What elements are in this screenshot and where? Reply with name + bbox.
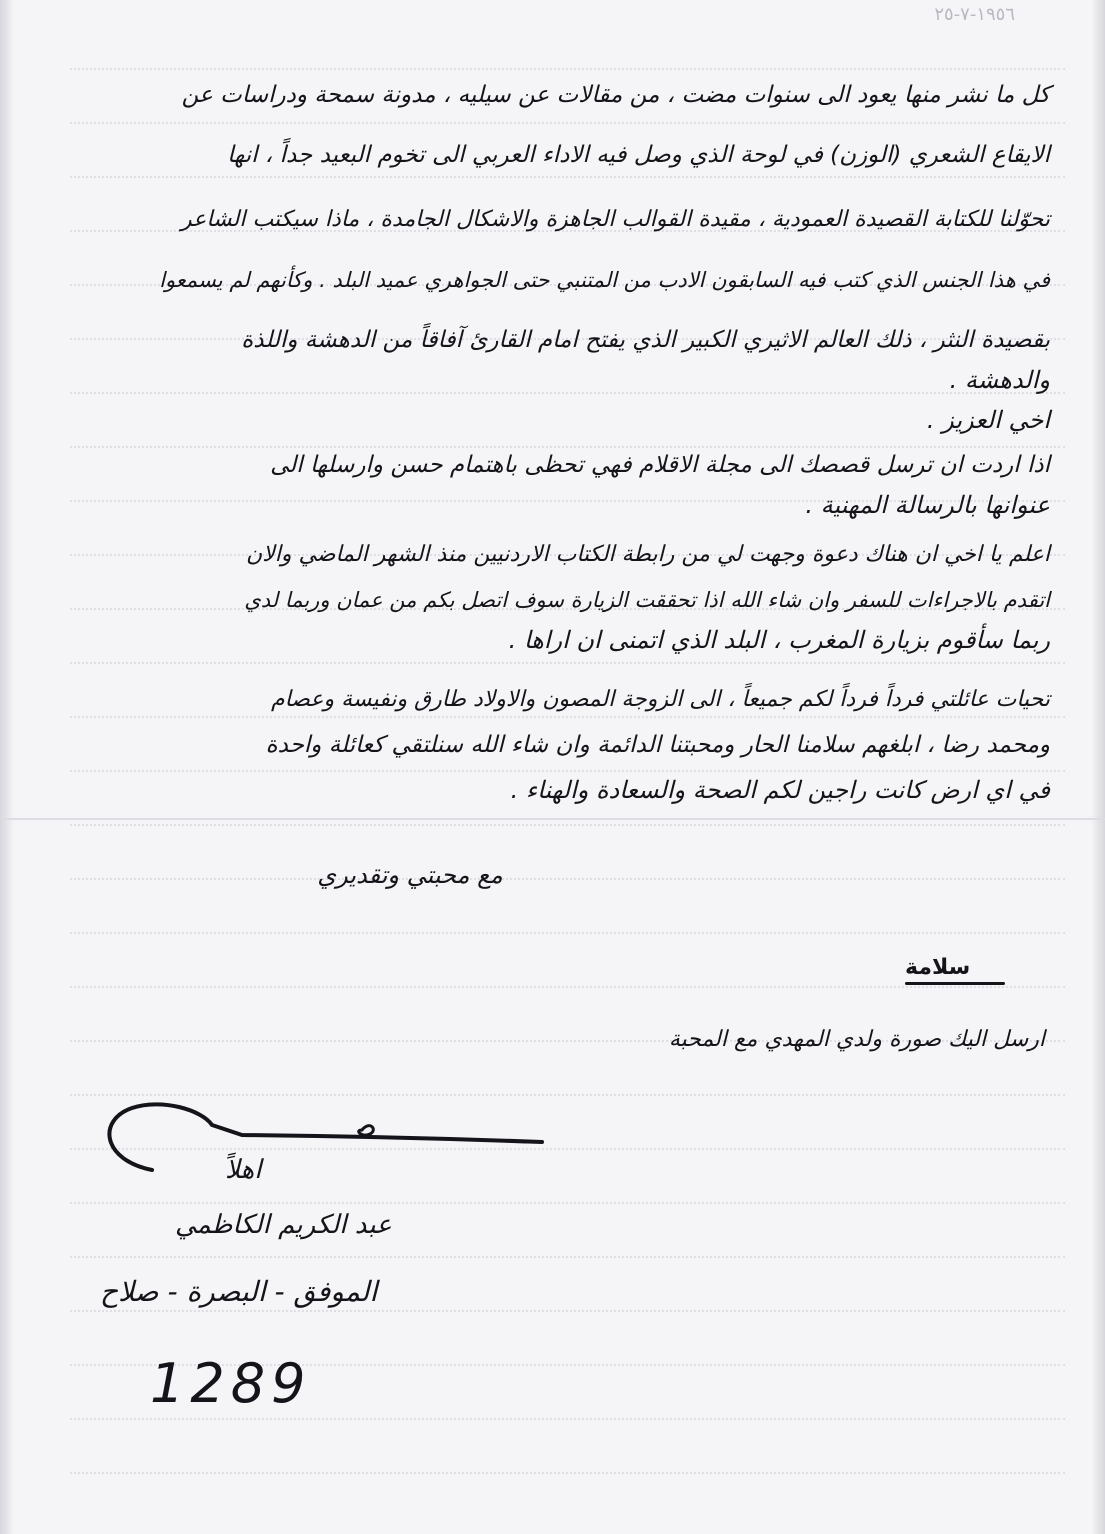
paper-fold-line: [0, 818, 1105, 820]
body-line: والدهشة .: [949, 366, 1050, 394]
page-edge-shadow: [1091, 0, 1105, 1534]
body-line: تحوّلنا للكتابة القصيدة العمودية ، مقيدة القوالب الجاهزة والاشكال الجامدة ، ماذا سيكتب الشاعر: [181, 207, 1050, 232]
body-line: ربما سأقوم بزيارة المغرب ، البلد الذي اتمنى ان اراها .: [508, 626, 1050, 654]
body-line: الايقاع الشعري (الوزن) في لوحة الذي وصل فيه الاداء العربي الى تخوم البعيد جداً ، انها: [227, 142, 1050, 168]
body-line: اعلم يا اخي ان هناك دعوة وجهت لي من رابطة الكتاب الاردنيين منذ الشهر الماضي والان: [246, 542, 1050, 567]
page-edge-shadow: [0, 0, 14, 1534]
sender-greeting: اهلاً: [225, 1155, 262, 1185]
sender-name: عبد الكريم الكاظمي: [175, 1210, 392, 1240]
body-line: ومحمد رضا ، ابلغهم سلامنا الحار ومحبتنا الدائمة وان شاء الله سنلتقي كعائلة واحدة: [265, 732, 1050, 758]
closing-underline: [905, 982, 1005, 985]
signature-mark: [92, 1090, 552, 1180]
body-line: في اي ارض كانت راجين لكم الصحة والسعادة والهناء .: [510, 776, 1050, 804]
reference-number: 1289: [150, 1352, 312, 1415]
postscript: ارسل اليك صورة ولدي المهدي مع المحبة: [668, 1027, 1045, 1052]
body-line: اتقدم بالاجراءات للسفر وان شاء الله اذا تحققت الزيارة سوف اتصل بكم من عمان وربما لدي: [244, 588, 1050, 612]
body-line: عنوانها بالرسالة المهنية .: [805, 491, 1050, 519]
body-line: اذا اردت ان ترسل قصصك الى مجلة الاقلام فهي تحظى باهتمام حسن وارسلها الى: [270, 452, 1050, 478]
sender-address: الموفق - البصرة - صلاح: [100, 1275, 378, 1308]
closing-signoff: سلامة: [905, 955, 971, 980]
body-line: كل ما نشر منها يعود الى سنوات مضت ، من مقالات عن سيليه ، مدونة سمحة ودراسات عن: [181, 82, 1050, 108]
body-line: في هذا الجنس الذي كتب فيه السابقون الادب من المتنبي حتى الجواهري عميد البلد . وكأنهم لم يسمعوا: [159, 268, 1050, 292]
date-header: ١٩٥٦-٧-٢٥: [934, 4, 1015, 25]
body-line: مع محبتي وتقديري: [317, 861, 503, 889]
body-line: اخي العزيز .: [926, 406, 1050, 434]
body-line: بقصيدة النثر ، ذلك العالم الاثيري الكبير الذي يفتح امام القارئ آفاقاً من الدهشة واللذة: [241, 327, 1050, 353]
body-line: تحيات عائلتي فرداً فرداً لكم جميعاً ، الى الزوجة المصون والاولاد طارق ونفيسة وعصام: [270, 687, 1050, 712]
